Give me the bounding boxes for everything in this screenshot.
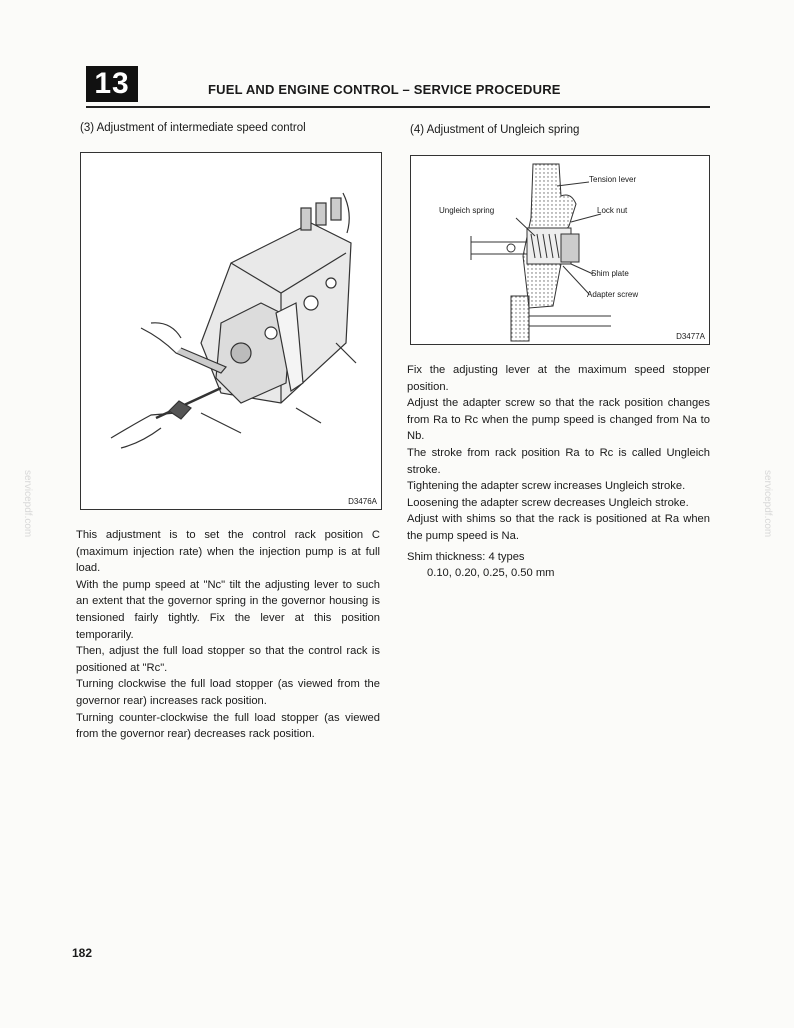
paragraph: Loosening the adapter screw decreases Ungleich stroke.	[407, 496, 689, 509]
paragraph: Tightening the adapter screw increases Ungleich stroke.	[407, 480, 686, 493]
paragraph: Fix the adjusting lever at the maximum speed stopper position.	[407, 364, 710, 393]
figure-code-right: D3477A	[676, 332, 705, 341]
paragraph: Adjust the adapter screw so that the rack position changes from Ra to Rc when the pump speed is changed from Na to Nb.	[407, 397, 710, 443]
paragraph: The stroke from rack position Ra to Rc is called Ungleich stroke.	[407, 446, 710, 476]
ungleich-spring-diagram	[411, 156, 709, 344]
shim-thickness-label: Shim thickness: 4 types	[407, 550, 525, 563]
paragraph: Turning counter-clockwise the full load stopper (as viewed from the governor rear) decreases rack position.	[76, 711, 380, 741]
watermark-left: servicepdf.com	[22, 470, 33, 538]
chapter-badge: 13	[86, 66, 138, 102]
paragraph: Then, adjust the full load stopper so that the control rack is positioned at "Rc".	[76, 645, 380, 674]
label-adapter-screw: Adapter screw	[587, 290, 639, 299]
section-heading-ungleich-spring: (4) Adjustment of Ungleich spring	[410, 124, 580, 136]
label-tension-lever: Tension lever	[589, 175, 637, 184]
page-number: 182	[72, 946, 93, 960]
figure-code-left: D3476A	[348, 497, 377, 506]
label-ungleich-spring: Ungleich spring	[439, 206, 495, 215]
left-column-text	[76, 527, 380, 743]
label-shim-plate: Shim plate	[591, 269, 629, 278]
shim-values: 0.10, 0.20, 0.25, 0.50 mm	[427, 567, 555, 580]
paragraph: Adjust with shims so that the rack is positioned at Ra when the pump speed is Na.	[407, 513, 710, 542]
watermark-right: servicepdf.com	[762, 470, 773, 538]
right-column-text	[407, 362, 710, 582]
figure-injection-pump	[80, 152, 382, 510]
figure-ungleich-spring	[410, 155, 710, 345]
paragraph: This adjustment is to set the control rack position C (maximum injection rate) when the injection pump is at full load.	[76, 529, 380, 575]
label-lock-nut: Lock nut	[597, 206, 628, 215]
header-divider	[86, 106, 710, 108]
page-header-title: FUEL AND ENGINE CONTROL – SERVICE PROCEDURE	[208, 82, 561, 97]
paragraph: With the pump speed at "Nc" tilt the adjusting lever to such an extent that the governor spring in the governor housing is tensioned fairly tightly. Fix the lever at this position temporarily.	[76, 578, 380, 641]
paragraph: Turning clockwise the full load stopper (as viewed from the governor rear) increases rack position.	[76, 678, 380, 707]
section-heading-intermediate-speed: (3) Adjustment of intermediate speed control	[80, 122, 306, 134]
injection-pump-illustration	[81, 153, 381, 509]
